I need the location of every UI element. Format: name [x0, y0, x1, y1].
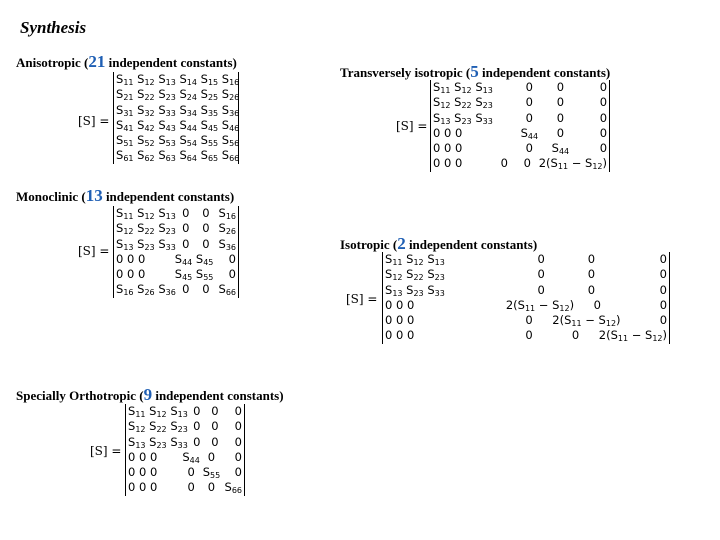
isotropic-matrix-cell: 0 0 0 — [385, 297, 415, 312]
monoclinic-matrix-cell: 0 — [202, 282, 210, 297]
transversely-matrix-cell: 0 — [556, 95, 565, 110]
orthotropic-matrix-cell: $S_{55}$ — [202, 465, 221, 481]
transversely-prefix: Transversely isotropic ( — [340, 65, 471, 80]
transversely-matrix-cell: 0 0 0 — [433, 141, 463, 156]
monoclinic-matrix-cell: 0 — [182, 221, 190, 236]
isotropic-matrix-cell: 0 — [659, 252, 667, 266]
transversely-matrix — [430, 80, 610, 172]
transversely-matrix-cell: $S_{44}$ — [520, 125, 539, 141]
anisotropic-matrix-cell: $S_{11}$ $S_{12}$ $S_{13}$ $S_{14}$ $S_{15}$ $S_{16}$ — [116, 72, 240, 87]
transversely-matrix-row — [431, 141, 609, 156]
orthotropic-matrix-cell: 0 — [234, 465, 242, 480]
orthotropic-matrix-cell: $S_{11}$ $S_{12}$ $S_{13}$ — [128, 404, 188, 419]
transversely-matrix-cell: 0 — [599, 110, 608, 125]
isotropic-count: 2 — [397, 234, 406, 253]
monoclinic-heading — [16, 186, 234, 206]
monoclinic-matrix-cell: 0 — [182, 236, 190, 251]
isotropic-matrix-cell: 0 — [537, 282, 545, 297]
orthotropic-matrix-cell: 0 0 0 — [128, 465, 158, 480]
transversely-matrix-cell: 0 — [599, 95, 608, 110]
orthotropic-matrix-cell: 0 0 0 — [128, 449, 158, 464]
isotropic-matrix-cell: $S_{12}$ $S_{22}$ $S_{23}$ — [385, 267, 445, 283]
orthotropic-matrix-row — [126, 435, 244, 450]
transversely-matrix-cell: 0 — [556, 110, 565, 125]
monoclinic-matrix-cell: 0 0 0 — [116, 251, 146, 266]
anisotropic-matrix — [113, 72, 239, 164]
monoclinic-matrix-cell: 0 — [228, 267, 236, 282]
transversely-matrix-cell: $S_{11}$ $S_{12}$ $S_{13}$ — [433, 80, 493, 95]
orthotropic-heading — [16, 385, 284, 405]
monoclinic-matrix-cell: $S_{16}$ $S_{26}$ $S_{36}$ — [116, 282, 176, 298]
monoclinic-matrix-cell: $S_{11}$ $S_{12}$ $S_{13}$ — [116, 206, 176, 221]
monoclinic-matrix-row — [114, 282, 238, 297]
monoclinic-count: 13 — [85, 186, 103, 205]
orthotropic-matrix-cell: 0 — [207, 480, 216, 495]
anisotropic-count: 21 — [88, 52, 106, 71]
transversely-matrix-cell: 0 — [523, 156, 531, 171]
orthotropic-matrix-cell: 0 — [187, 465, 195, 480]
orthotropic-matrix-cell: 0 — [187, 480, 195, 495]
transversely-matrix-cell: 0 — [599, 80, 608, 94]
transversely-matrix-row — [431, 95, 609, 110]
isotropic-matrix-cell: 0 — [525, 328, 533, 343]
orthotropic-matrix-cell: 0 — [211, 419, 219, 434]
isotropic-suffix: independent constants) — [405, 237, 538, 252]
transversely-matrix-cell: 0 — [599, 141, 608, 156]
isotropic-matrix-cell: 0 — [525, 313, 533, 328]
monoclinic-matrix-cell: $S_{45}$ $S_{55}$ — [174, 267, 214, 283]
monoclinic-matrix-cell: $S_{16}$ — [218, 206, 236, 221]
transversely-matrix-cell: $S_{44}$ — [551, 141, 570, 157]
transversely-matrix-cell: 0 — [525, 141, 533, 156]
transversely-matrix-cell: $S_{13}$ $S_{23}$ $S_{33}$ — [433, 110, 493, 126]
monoclinic-matrix-cell: 0 0 0 — [116, 267, 146, 282]
anisotropic-matrix-row — [114, 103, 238, 118]
orthotropic-matrix-cell: 0 — [234, 419, 242, 434]
isotropic-matrix-cell: 0 — [659, 313, 668, 328]
monoclinic-matrix-cell: 0 — [202, 206, 210, 220]
orthotropic-matrix — [125, 404, 245, 496]
transversely-matrix-cell: 0 — [525, 95, 533, 110]
orthotropic-matrix-cell: $S_{66}$ — [224, 480, 242, 496]
transversely-matrix-cell: 0 0 0 — [433, 125, 463, 140]
anisotropic-prefix: Anisotropic ( — [16, 55, 89, 70]
orthotropic-matrix-cell: $S_{12}$ $S_{22}$ $S_{23}$ — [128, 419, 188, 435]
isotropic-matrix-cell: $S_{13}$ $S_{23}$ $S_{33}$ — [385, 282, 445, 298]
isotropic-matrix-row — [383, 283, 669, 298]
orthotropic-matrix-cell: $S_{13}$ $S_{23}$ $S_{33}$ — [128, 434, 188, 450]
monoclinic-matrix-cell: $S_{36}$ — [218, 236, 236, 252]
transversely-matrix-cell: 0 — [599, 125, 608, 140]
anisotropic-matrix-row — [114, 118, 238, 133]
monoclinic-matrix-row — [114, 221, 238, 236]
monoclinic-suffix: independent constants) — [102, 189, 235, 204]
isotropic-matrix-cell: 0 — [537, 252, 545, 266]
isotropic-prefix: Isotropic ( — [340, 237, 398, 252]
anisotropic-heading — [16, 52, 237, 72]
isotropic-matrix — [382, 252, 670, 344]
monoclinic-matrix-cell: $S_{12}$ $S_{22}$ $S_{23}$ — [116, 221, 176, 237]
monoclinic-matrix-cell: 0 — [228, 251, 236, 266]
orthotropic-matrix-cell: 0 — [193, 419, 201, 434]
orthotropic-matrix-cell: 0 — [211, 404, 219, 418]
monoclinic-matrix-cell: $S_{13}$ $S_{23}$ $S_{33}$ — [116, 236, 176, 252]
isotropic-matrix-cell: 0 — [571, 328, 580, 343]
transversely-matrix-cell: 0 — [525, 80, 533, 94]
anisotropic-matrix-row — [114, 148, 238, 163]
transversely-matrix-cell: $S_{12}$ $S_{22}$ $S_{23}$ — [433, 95, 493, 111]
monoclinic-matrix-cell: $S_{44}$ $S_{45}$ — [174, 251, 214, 267]
orthotropic-matrix-cell: 0 — [234, 449, 242, 464]
transversely-heading — [340, 62, 610, 82]
orthotropic-matrix-cell: 0 — [234, 404, 242, 418]
orthotropic-matrix-cell: 0 — [207, 449, 216, 464]
isotropic-matrix-cell: $2(S_{11} - S_{12})$ — [598, 328, 668, 344]
orthotropic-matrix-cell: 0 — [234, 434, 242, 449]
isotropic-matrix-cell: 0 — [659, 267, 667, 282]
isotropic-matrix-cell: $2(S_{11} - S_{12})$ — [505, 297, 575, 313]
transversely-matrix-row — [431, 126, 609, 141]
orthotropic-matrix-cell: 0 — [193, 404, 201, 418]
monoclinic-matrix-row — [114, 237, 238, 252]
isotropic-matrix-cell: 0 — [587, 267, 596, 282]
transversely-matrix-cell: $2(S_{11} - S_{12})$ — [538, 156, 607, 172]
monoclinic-matrix-row — [114, 252, 238, 267]
isotropic-matrix-row — [383, 328, 669, 343]
anisotropic-matrix-cell: $S_{51}$ $S_{52}$ $S_{53}$ $S_{54}$ $S_{55}$ $S_{56}$ — [116, 133, 240, 149]
orthotropic-matrix-cell: 0 — [211, 434, 219, 449]
orthotropic-matrix-row — [126, 480, 244, 495]
isotropic-heading — [340, 234, 537, 254]
monoclinic-matrix-row — [114, 267, 238, 282]
transversely-suffix: independent constants) — [478, 65, 611, 80]
monoclinic-matrix-row — [114, 206, 238, 221]
transversely-count: 5 — [470, 62, 479, 81]
isotropic-matrix-cell: 0 — [537, 267, 545, 282]
anisotropic-matrix-cell: $S_{31}$ $S_{32}$ $S_{33}$ $S_{34}$ $S_{35}$ $S_{36}$ — [116, 102, 240, 118]
monoclinic-matrix-cell: $S_{26}$ — [218, 221, 236, 237]
isotropic-matrix-row — [383, 267, 669, 282]
isotropic-matrix-row — [383, 313, 669, 328]
isotropic-matrix-cell: 0 — [593, 297, 601, 312]
isotropic-matrix-row — [383, 252, 669, 267]
monoclinic-matrix-cell: 0 — [182, 282, 190, 297]
monoclinic-matrix-cell: 0 — [202, 221, 210, 236]
isotropic-matrix-cell: 0 0 0 — [385, 328, 415, 343]
orthotropic-matrix-cell: $S_{44}$ — [182, 449, 200, 465]
anisotropic-lhs: [S] = — [78, 114, 110, 128]
orthotropic-suffix: independent constants) — [152, 388, 284, 403]
anisotropic-matrix-row — [114, 87, 238, 102]
transversely-matrix-row — [431, 156, 609, 171]
anisotropic-matrix-row — [114, 133, 238, 148]
isotropic-matrix-cell: $2(S_{11} - S_{12})$ — [552, 313, 621, 329]
orthotropic-lhs: [S] = — [90, 444, 122, 458]
anisotropic-matrix-row — [114, 72, 238, 87]
transversely-matrix-row — [431, 111, 609, 126]
transversely-matrix-row — [431, 80, 609, 95]
orthotropic-matrix-cell: 0 0 0 — [128, 480, 158, 495]
anisotropic-matrix-cell: $S_{61}$ $S_{62}$ $S_{63}$ $S_{64}$ $S_{65}$ $S_{66}$ — [116, 148, 240, 164]
transversely-matrix-cell: 0 — [500, 156, 508, 171]
isotropic-matrix-cell: 0 — [587, 282, 596, 297]
isotropic-matrix-row — [383, 298, 669, 313]
anisotropic-matrix-cell: $S_{41}$ $S_{42}$ $S_{43}$ $S_{44}$ $S_{45}$ $S_{46}$ — [116, 117, 240, 133]
isotropic-matrix-cell: $S_{11}$ $S_{12}$ $S_{13}$ — [385, 252, 445, 267]
orthotropic-matrix-row — [126, 465, 244, 480]
orthotropic-prefix: Specially Orthotropic ( — [16, 388, 144, 403]
orthotropic-matrix-row — [126, 404, 244, 419]
isotropic-matrix-cell: 0 — [659, 282, 667, 297]
orthotropic-matrix-cell: 0 — [193, 434, 201, 449]
isotropic-matrix-cell: 0 — [659, 297, 668, 312]
isotropic-matrix-cell: 0 — [587, 252, 596, 266]
page-title: Synthesis — [20, 18, 87, 37]
anisotropic-matrix-cell: $S_{21}$ $S_{22}$ $S_{23}$ $S_{24}$ $S_{25}$ $S_{26}$ — [116, 87, 240, 103]
transversely-matrix-cell: 0 0 0 — [433, 156, 463, 171]
monoclinic-matrix-cell: 0 — [182, 206, 190, 220]
transversely-lhs: [S] = — [396, 119, 428, 133]
monoclinic-prefix: Monoclinic ( — [16, 189, 86, 204]
orthotropic-count: 9 — [143, 385, 153, 404]
transversely-matrix-cell: 0 — [525, 110, 533, 125]
orthotropic-matrix-row — [126, 419, 244, 434]
monoclinic-matrix-cell: 0 — [202, 236, 210, 251]
isotropic-matrix-cell: 0 0 0 — [385, 313, 415, 328]
monoclinic-lhs: [S] = — [78, 244, 110, 258]
anisotropic-suffix: independent constants) — [105, 55, 237, 70]
monoclinic-matrix — [113, 206, 239, 298]
transversely-matrix-cell: 0 — [556, 125, 565, 140]
transversely-matrix-cell: 0 — [556, 80, 565, 94]
orthotropic-matrix-row — [126, 450, 244, 465]
isotropic-lhs: [S] = — [346, 292, 378, 306]
monoclinic-matrix-cell: $S_{66}$ — [218, 282, 236, 298]
